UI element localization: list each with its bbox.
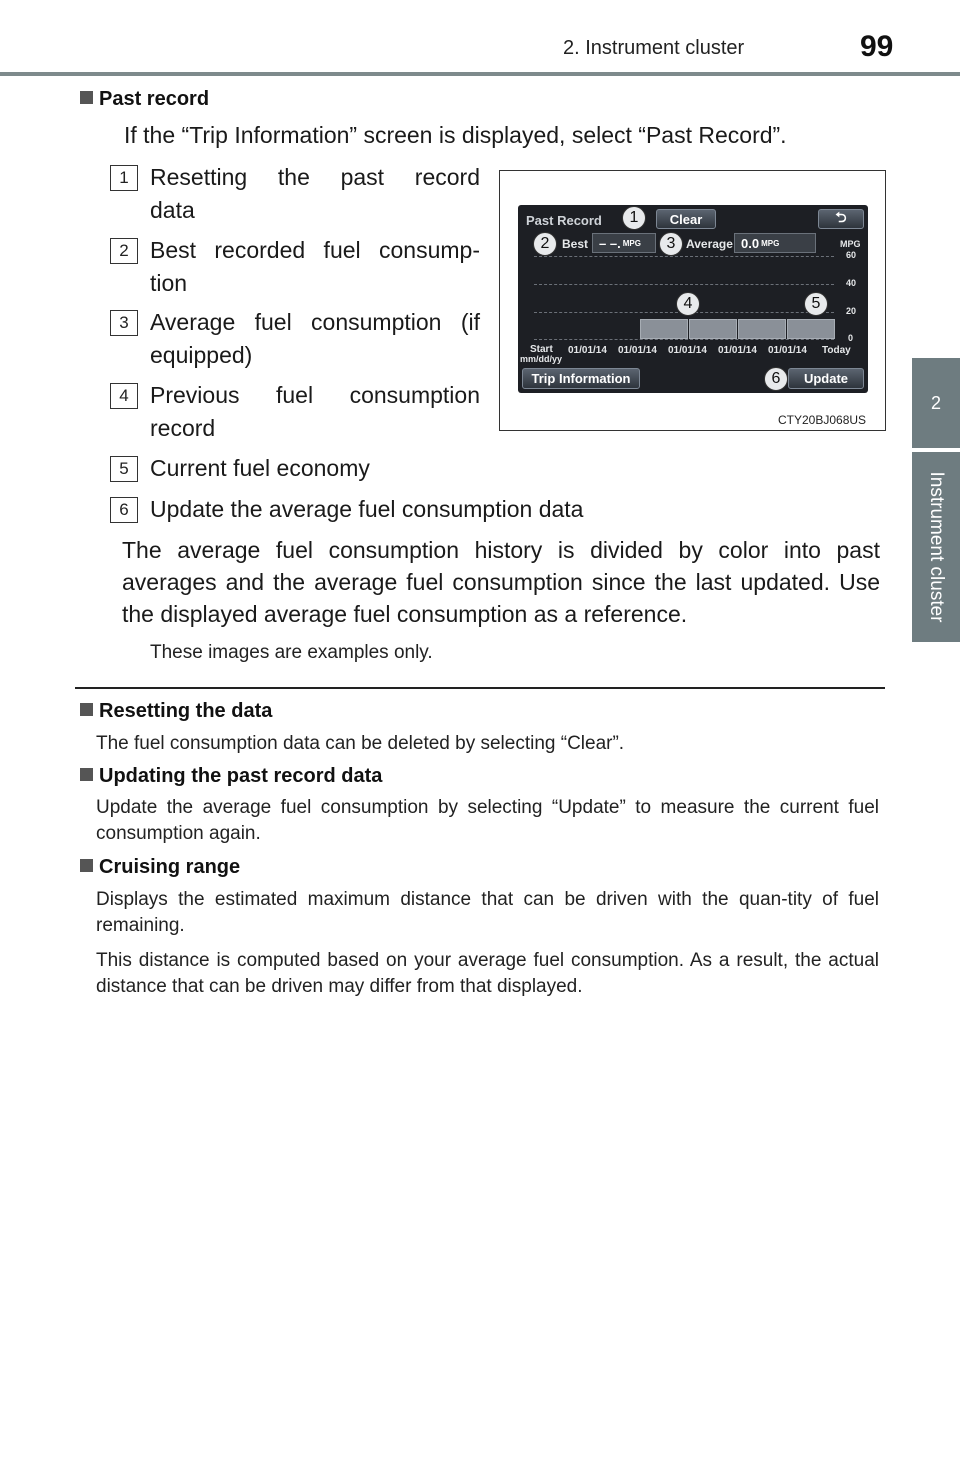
chapter-number: 2 (930, 392, 941, 413)
best-value: – –. (599, 235, 621, 251)
page-number: 99 (860, 30, 894, 63)
list-item-line: Resetting the past record (150, 164, 480, 190)
heading-square-icon (80, 768, 93, 781)
axis-tick: 60 (846, 250, 857, 260)
list-number-5: 5 (110, 456, 138, 482)
list-number-4: 4 (110, 383, 138, 409)
updating-paragraph: Update the average fuel consumption by selecting “Update” to measure the current fuel consumption again. (96, 797, 879, 844)
callout-2: 2 (533, 232, 557, 256)
list-number-2: 2 (110, 238, 138, 264)
resetting-paragraph: The fuel consumption data can be deleted by selecting “Clear”. (96, 733, 625, 754)
callout-4: 4 (676, 292, 700, 316)
callout-5: 5 (804, 292, 828, 316)
list-number-6: 6 (110, 497, 138, 523)
list-item (150, 161, 480, 227)
resetting-heading (80, 700, 272, 723)
cruising-paragraph: This distance is computed based on your average fuel consumption. As a result, the actual distance that can be driven may differ from that displayed. (96, 950, 879, 997)
list-item: Current fuel economy (150, 455, 370, 481)
list-item-line: record (150, 415, 216, 441)
resetting-heading-text: Resetting the data (99, 700, 273, 722)
list-item-line: Average fuel consumption (if (150, 309, 480, 335)
history-bar (738, 319, 786, 339)
trip-information-button[interactable]: Trip Information (522, 368, 640, 389)
start-label: Start (530, 344, 553, 355)
axis-tick: 0 (848, 333, 854, 343)
clear-button[interactable]: Clear (656, 209, 716, 229)
list-item-line: tion (150, 270, 188, 296)
history-bar (640, 319, 688, 339)
date-label: 01/01/14 (718, 345, 757, 356)
list-item (150, 234, 480, 300)
chapter-tab-number (912, 358, 960, 448)
gridline (534, 256, 834, 257)
best-unit: MPG (622, 238, 641, 248)
list-item-line: equipped) (150, 342, 253, 368)
date-label: 01/01/14 (618, 345, 657, 356)
section-divider (75, 687, 885, 689)
update-button[interactable]: Update (788, 368, 864, 389)
past-record-heading-text: Past record (99, 88, 210, 110)
section-title: 2. Instrument cluster (563, 37, 745, 59)
average-value: 0.0 (741, 235, 760, 251)
axis-tick: 20 (846, 306, 857, 316)
gridline (534, 284, 834, 285)
callout-3: 3 (659, 232, 683, 256)
past-record-lead: If the “Trip Information” screen is displayed, select “Past Record”. (124, 122, 787, 148)
best-value-box (592, 233, 656, 253)
list-item-line: Previous fuel consumption (150, 382, 480, 408)
callout-1: 1 (622, 206, 646, 230)
list-item (150, 306, 480, 372)
cruising-paragraph: Displays the estimated maximum distance that can be driven with the quan-tity of fuel remaining. (96, 889, 879, 936)
chapter-label: Instrument cluster (926, 471, 947, 623)
list-item (150, 379, 480, 445)
past-record-paragraph: The average fuel consumption history is divided by color into past averages and the average fuel consumption since the last updated. Use the displayed average fuel consumption as a reference. (122, 537, 880, 627)
history-bar (689, 319, 737, 339)
axis-unit: MPG (840, 239, 861, 249)
screen-title: Past Record (526, 213, 602, 228)
heading-square-icon (80, 859, 93, 872)
average-label: Average (686, 237, 733, 251)
list-item-line: data (150, 197, 195, 223)
back-button[interactable] (818, 209, 864, 229)
heading-square-icon (80, 703, 93, 716)
list-item: Update the average fuel consumption data (150, 496, 584, 522)
callout-6: 6 (764, 367, 788, 391)
figure-code: CTY20BJ068US (778, 413, 867, 427)
past-record-heading (80, 88, 209, 111)
updating-heading (80, 765, 382, 788)
axis-tick: 40 (846, 278, 857, 288)
date-label: 01/01/14 (668, 345, 707, 356)
chapter-tab-label (912, 452, 960, 642)
list-item-line: Best recorded fuel consump- (150, 237, 480, 263)
history-bar (787, 319, 835, 339)
date-label: 01/01/14 (568, 345, 607, 356)
list-number-1: 1 (110, 165, 138, 191)
cruising-heading-text: Cruising range (99, 856, 241, 878)
date-label: 01/01/14 (768, 345, 807, 356)
average-value-box (734, 233, 816, 253)
list-number-3: 3 (110, 310, 138, 336)
updating-heading-text: Updating the past record data (99, 765, 383, 787)
date-format: mm/dd/yy (520, 354, 563, 364)
example-note: These images are examples only. (150, 642, 433, 663)
today-label: Today (822, 345, 851, 356)
heading-square-icon (80, 91, 93, 104)
best-label: Best (562, 237, 589, 251)
gridline (534, 339, 834, 340)
header-rule (0, 72, 960, 76)
back-arrow-icon: ⮌ (835, 209, 847, 225)
cruising-heading (80, 856, 240, 879)
average-unit: MPG (761, 238, 780, 248)
past-record-figure (499, 170, 886, 431)
